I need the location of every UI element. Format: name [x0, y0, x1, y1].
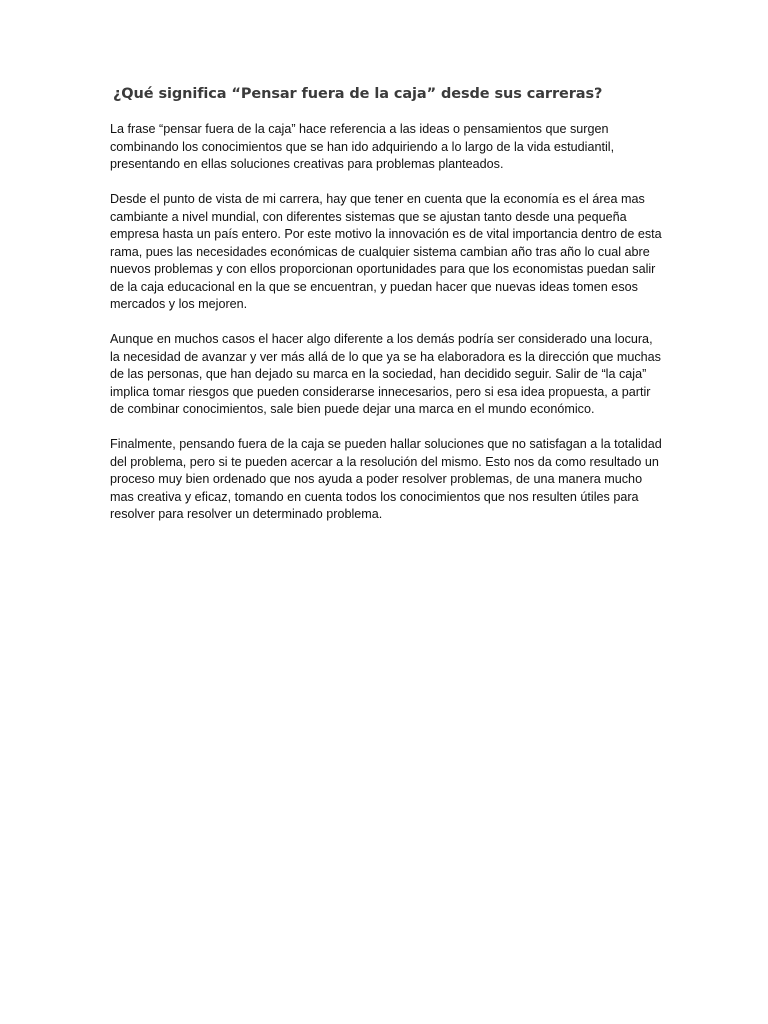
- document-body: [110, 121, 662, 541]
- document-title: ¿Qué significa “Pensar fuera de la caja” desde sus carreras?: [113, 86, 603, 102]
- paragraph-1: La frase “pensar fuera de la caja” hace referencia a las ideas o pensamientos que surgen combinando los conocimientos que se han ido adquiriendo a lo largo de la vida estudiantil, presentando en ellas soluciones creativas para problemas planteados.: [110, 122, 615, 171]
- paragraph-2: Desde el punto de vista de mi carrera, hay que tener en cuenta que la economía es el área mas cambiante a nivel mundial, con diferentes sistemas que se ajustan tanto desde una pequeña empresa hasta un país entero. Por este motivo la innovación es de vital importancia dentro de esta rama, pues las necesidades económicas de cualquier sistema cambian año tras año lo cual abre nuevos problemas y con ellos proporcionan oportunidades para que los economistas puedan salir de la caja educacional en la que se encuentran, y puedan hacer que nuevas ideas tomen esos mercados y los mejoren.: [110, 192, 662, 311]
- paragraph-3: Aunque en muchos casos el hacer algo diferente a los demás podría ser considerado una locura, la necesidad de avanzar y ver más allá de lo que ya se ha elaboradora es la dirección que muchas de las personas, que han dejado su marca en la sociedad, han decidido seguir. Salir de “la caja” implica tomar riesgos que pueden considerarse innecesarios, pero si esa idea propuesta, a partir de combinar conocimientos, sale bien puede dejar una marca en el mundo económico.: [110, 332, 661, 416]
- paragraph-4: Finalmente, pensando fuera de la caja se pueden hallar soluciones que no satisfagan a la totalidad del problema, pero si te pueden acercar a la resolución del mismo. Esto nos da como resultado un proceso muy bien ordenado que nos ayuda a poder resolver problemas, de una manera mucho mas creativa y eficaz, tomando en cuenta todos los conocimientos que nos resulten útiles para resolver para resolver un determinado problema.: [110, 437, 662, 521]
